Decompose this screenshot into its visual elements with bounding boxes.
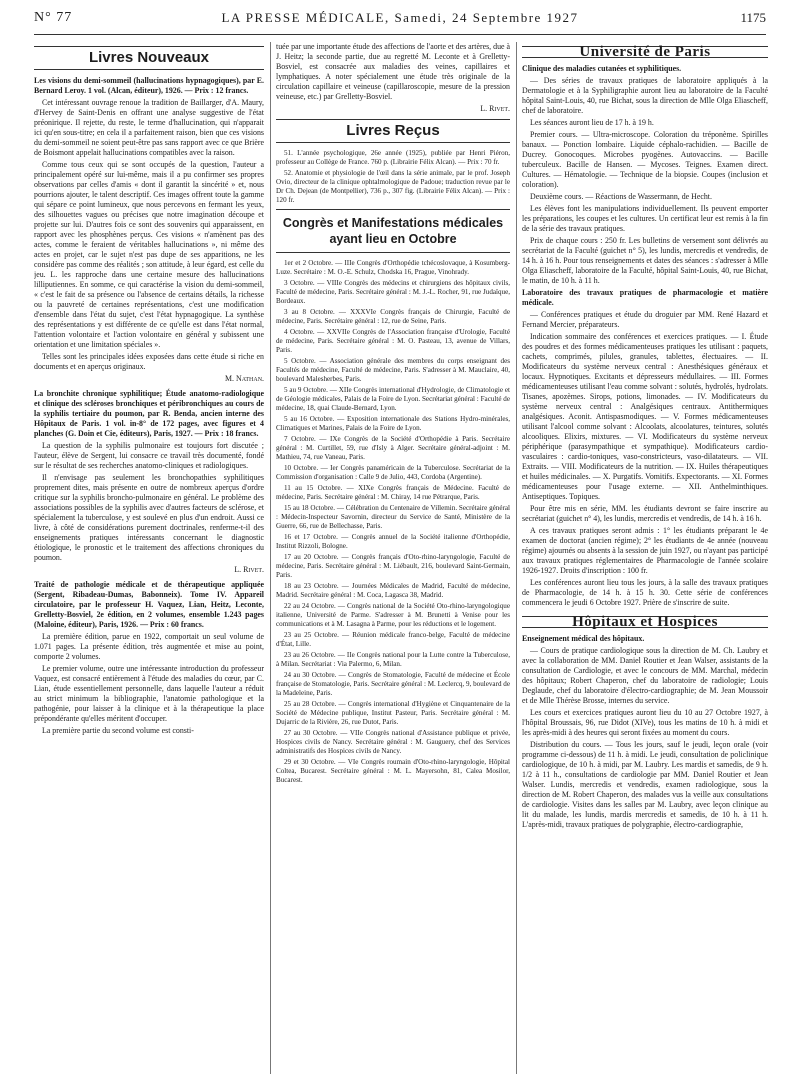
paragraph: La première partie du second volume est consti-: [42, 726, 194, 735]
paragraph: Prix de chaque cours : 250 fr. Les bulletins de versement sont délivrés au secrétariat de la Faculté (guichet n° 5), les lundis, mercredis et vendredis, de 14 h. à 16 h. Pour tous renseignements et dates des séances : s'adresser à Mlle Olga Eliascheff, laboratoire de la Faculté, hôpital Saint-Louis, 40, rue Bichat, le matin, de 10 h. à 11 h.: [522, 236, 768, 285]
paragraph: La première édition, parue en 1922, comportait un seul volume de 1.071 pages. La présente édition, très augmentée et mise au point, comporte 2 volumes.: [34, 632, 264, 661]
congress-entry: 18 au 23 Octobre. — Journées Médicales de Madrid, Faculté de médecine, Madrid. Secrétaire général : M. Coca, Lagasca 38, Madrid.: [276, 582, 510, 599]
paragraph: Il n'envisage pas seulement les bronchopathies syphilitiques proprement dites, mais présente en outre de nombreux aperçus d'ordre critique sur la syphilis broncho-pulmonaire en général. Le problème des associations possibles de la syphilis avec d'autres facteurs de sclérose, et spécialement la tuberculose, y est soulevé en plus d'un endroit. Aussi ce livre, à côté de considérations purement doctrinales, renferme-t-il des enseignements pratiques intéressants concernant le diagnostic étiologique, le pronostic et le traitement des affections chroniques du poumon.: [34, 473, 264, 562]
congress-list: [276, 259, 510, 785]
congress-entry: 16 et 17 Octobre. — Congrès annuel de la Société italienne d'Orthopédie, Institut Rizzoli, Bologne.: [276, 533, 510, 550]
section-title-hopitaux: Hôpitaux et Hospices: [522, 616, 768, 628]
paragraph: Cet intéressant ouvrage renoue la tradition de Baillarger, d'A. Maury, d'Hervey de Saint-Denis en offrant une analyse suggestive de l'état préonirique. Il rejette, du reste, le terme d'hallucination, qui n'apparait ici qu'en sous-titre; en cela il a parfaitement raison, bien que ces visions du demi-sommeil ne soient peut-être pas sans rapport avec ce que Brière de Boismont appelait hallucinations compatibles avec la raison.: [34, 98, 264, 157]
congress-entry: 5 au 16 Octobre. — Exposition internationale des Stations Hydro-minérales, Climatiques et Marines, Palais de la Foire de Lyon.: [276, 415, 510, 432]
notice-title: Laboratoire des travaux pratiques de pharmacologie et matière médicale.: [522, 288, 768, 307]
author-signature: L. Rivet.: [234, 565, 264, 574]
paragraph: Comme tous ceux qui se sont occupés de la question, l'auteur a principalement opéré sur lui-même, mais il a pu confirmer ses propres observations par celles d'amis « dont il garantit la sincérité » et, nous pourrions ajouter, le talent descriptif. Ces images offrent toute la gamme qui sépare ce point lumineux, que nous percevons en fermant les yeux, des silhouettes vagues ou précises que notre imagination découpe et projette sur lui. D'autres fois ce sont des souvenirs qui apparaissent, en rapport avec les phosphènes perçus. Ces visions « n'amènent pas des actes, comme le feraient de véritables hallucinations », ni même des actes en projet, car le sujet n'est pas dupe de ses apparitions, ne les considère pas comme des réalités ; son attitude, à leur égard, est celle du jeu. L. les rapproche dans une certaine mesure des hallucinations lilliputiennes. En somme, ce qui caractérise la vision du demi-sommeil, « c'est le fait de sa présence ou l'absence de certains détails, la richesse ou la pauvreté de certaines représentations, c'est une modification d'ensemble dans l'état du sujet, c'est l'état hypnagogique. La synthèse des représentations y est différente de ce qu'elle est dans l'état normal, l'attention volontaire et l'action volontaire en général y subissent une orientation et une limitation spéciales ».: [34, 160, 264, 349]
congress-entry: 3 au 8 Octobre. — XXXVIe Congrès français de Chirurgie, Faculté de médecine, Paris. Secrétaire général : 12, rue de Seine, Paris.: [276, 308, 510, 325]
author-signature: L. Rivet.: [480, 104, 510, 113]
author-signature: M. Nathan.: [225, 374, 264, 383]
section-title-universite: Université de Paris: [522, 46, 768, 58]
paragraph: Les séances auront lieu de 17 h. à 19 h.: [530, 118, 654, 127]
congress-entry: 1er et 2 Octobre. — IIIe Congrès d'Orthopédie tchécoslovaque, à Kosumberg-Luze. Secrétaire : M. O.-E. Schulz, Chodska 16, Prague, Vinohrady.: [276, 259, 510, 276]
congress-entry: 24 au 30 Octobre. — Congrès de Stomatologie, Faculté de médecine et École française de Stomatologie, Paris. Secrétaire général : M. Leclercq, 9, boulevard de la Madeleine, Paris.: [276, 671, 510, 697]
review-title: La bronchite chronique syphilitique; Étude anatomo-radiologique et clinique des scléroses bronchiques et péribronchiques au cours de la syphilis tertiaire du poumon, par R. Benda, ancien interne des Hôpitaux de Paris. 1 vol. in-8° de 172 pages, avec figures et 4 planches (G. Doin et Cie, éditeurs), Paris, 1927. — Prix : 18 francs.: [34, 389, 264, 438]
congress-entry: 29 et 30 Octobre. — VIe Congrès roumain d'Oto-rhino-laryngologie, Hôpital Coltea, Bucarest. Secrétaire général : M. L. Mayersohn, 81, Calea Mosilor, Bucarest.: [276, 758, 510, 784]
congress-entry: 5 Octobre. — Association générale des membres du corps enseignant des Facultés de médecine, Faculté de médecine, Paris. S'adresser à M. Mauclaire, 40, boulevard Malesherbes, Paris.: [276, 357, 510, 383]
paragraph: La question de la syphilis pulmonaire est toujours fort discutée ; l'auteur, élève de Sergent, lui consacre ce travail très documenté, fondé sur le résultat de ses recherches anatomo-cliniques et radiologiques.: [34, 441, 264, 470]
notice-title: Clinique des maladies cutanées et syphilitiques.: [522, 64, 682, 73]
review-title: Les visions du demi-sommeil (hallucinations hypnagogiques), par E. Bernard Leroy. 1 vol. (Alcan, éditeur), 1926. — Prix : 12 francs.: [34, 76, 264, 95]
paragraph: Indication sommaire des conférences et exercices pratiques. — I. Étude des poudres et des formes médicamenteuses pratiques les utilisant : paquets, cachets, comprimés, pilules, granules, tablettes, électuaires. — II. Modificateurs du système nerveux central : Anesthésiques généraux et locaux. Hypnotiques. Excitants et dépresseurs médullaires. — III. Formes médicamenteuses utilisant l'eau comme solvant : solutés, hydrolés, hydrolats. Tisanes, apozèmes. Sirops, potions, limonades. — IV. Modificateurs du système nerveux central : Analgésiques centraux. Antithermiques analgésiques. Aconit. Antispasmodiques. — V. Formes médicamenteuses utilisant l'alcool comme solvant : Alcoolats, alcoolatures, teintures, solutés alcooliques. Elixirs, mixtures. — VI. Modificateurs du système nerveux périphérique (parasympathique et sympathique). Modificateurs cardio-vasculaires : cardio-toniques, vaso-constricteurs, vaso-dilatateurs. — VII. Extraits. — VIII. Modificateurs de la nutrition. — IX. Huiles thérapeutiques et huiles médicinales. — X. Purgatifs. Vomitifs. Expectorants. — XI. Formes médicamenteuses pour l'usage externe. — XII. Anthelminthiques. Antiseptiques. Topiques.: [522, 332, 768, 501]
column-left: [34, 42, 264, 1074]
paragraph: Deuxième cours. — Réactions de Wassermann, de Hecht.: [530, 192, 712, 201]
paragraph: Les conférences auront lieu tous les jours, à la salle des travaux pratiques de Pharmacologie, de 14 h. à 15 h. 30. Cette série de conférences commencera le jeudi 6 Octobre 1927. Prière de s'inscrire de suite.: [522, 578, 768, 607]
paragraph: Pour être mis en série, MM. les étudiants devront se faire inscrire au secrétariat (guichet n° 4), les lundis, mercredis et vendredis, de 14 h. à 16 h.: [522, 504, 768, 523]
issue-number: N° 77: [34, 10, 73, 25]
congress-entry: 15 au 18 Octobre. — Célébration du Centenaire de Villemin. Secrétaire général : Médecin-Inspecteur Savornin, directeur du Service de Santé, Ministère de la Guerre, 66, rue de Bellechasse, Paris.: [276, 504, 510, 530]
column-divider: [270, 42, 271, 1074]
congress-entry: 5 au 9 Octobre. — XIIe Congrès international d'Hydrologie, de Climatologie et de Géologie médicales, Palais de la Foire de Lyon. Secrétariat général : Faculté de médecine, 18, quai Claude-Bernard, Lyon.: [276, 386, 510, 412]
page-header: [34, 8, 766, 35]
congress-entry: 3 Octobre. — VIIIe Congrès des médecins et chirurgiens des hôpitaux civils, Faculté de médecine, Paris. Secrétaire général : M. J.-L. Rocher, 91, rue Judaïque, Bordeaux.: [276, 279, 510, 305]
book-entry: 51. L'année psychologique, 26e année (1925), publiée par Henri Piéron, professeur au Collège de France. 760 p. (Librairie Félix Alcan). — Prix : 70 fr.: [276, 149, 510, 166]
congress-entry: 27 au 30 Octobre. — VIIe Congrès national d'Assistance publique et privée, Hospices civils de Nancy. Secrétaire général : M. Gauguery, chef des Services administratifs des Hospices civils de Nancy.: [276, 729, 510, 755]
congress-entry: 4 Octobre. — XXVIIe Congrès de l'Association française d'Urologie, Faculté de médecine, Paris. Secrétaire général : M. O. Pasteau, 13, avenue de Villars, Paris.: [276, 328, 510, 354]
paragraph: — Cours de pratique cardiologique sous la direction de M. Ch. Laubry et avec la collaboration de MM. Daniel Routier et Jean Walser, assistants de la consultation de Cardiologie, et avec le concours de MM. Marchal, médecin des hôpitaux; Robert Chaperon, chef du laboratoire de radiologie; Louis Deglaude, chef du laboratoire d'électro-cardiographie; de M. Jean Moussoir et de Mlle Thérèse Brosse, internes du service.: [522, 646, 768, 705]
paragraph: Distribution du cours. — Tous les jours, sauf le jeudi, leçon orale (voir programme ci-dessous) de 11 h. à midi. Le jeudi, consultation de policlinique cardiologique, de 10 h. à midi, par M. Laubry. Les mardis et samedis, de 9 h. 1/2 à 11 h., consultations de cardiologie par MM. Daniel Routier et Jean Walser. Lundis, mercredis et vendredis, examen radiologique, sous la direction de M. Robert Chaperon, des malades vus la veille aux consultations de cardiologie. Visites dans les salles par M. Laubry, avec leçon clinique au lit du malade, les lundis, mardis mercredis et samedis, de 10 h. à 11 h. L'après-midi, travaux pratiques de polygraphie, électro-cardiographie,: [522, 740, 768, 829]
notice-title: Enseignement médical des hôpitaux.: [522, 634, 645, 643]
paragraph: tuée par une importante étude des affections de l'aorte et des artères, due à J. Heitz; la seconde partie, due au regretté M. Leconte et à Grelletty-Bosviel, est consacrée aux maladies des veines, capillaires et lymphatiques. A noter spécialement une étude très originale de la circulation capillaire et veineuse (capillaroscopie, mesure de la pression veineuse, etc.) par Grelletty-Bosviel.: [276, 42, 510, 101]
paragraph: Le premier volume, outre une intéressante introduction du professeur Vaquez, est consacré entièrement à l'étude des maladies du cœur, par C. Lian, étude essentiellement personnelle, dans laquelle l'auteur a réduit au strict minimum la bibliographie, l'anatomie pathologique et la pathogénie, pour laisser à la clinique et à la thérapeutique la place prépondérante qu'elles méritent d'occuper.: [34, 664, 264, 723]
column-right: [522, 42, 768, 1074]
congress-entry: 23 au 26 Octobre. — IIe Congrès national pour la Lutte contre la Tuberculose, à Milan. Secrétariat : Via Palermo, 6, Milan.: [276, 651, 510, 668]
section-title-livres-recus: Livres Reçus: [276, 119, 510, 143]
paragraph: Premier cours. — Ultra-microscope. Coloration du tréponème. Spirilles banaux. — Ponction lombaire. Liquide céphalo-rachidien. — Bacille de Ducrey. Gonocoques. Microbes pyogènes. Autovaccins. — Bacille tuberculeux. Bacille de Hansen. — Mycoses. Teignes. Examen direct. Cultures. — Hématologie. — Technique de la biopsie. Coupes (inclusion et coloration).: [522, 130, 768, 189]
congress-entry: 10 Octobre. — Ier Congrès panaméricain de la Tuberculose. Secrétariat de la Commission d'organisation : Calle 9 de Julio, 443, Cordoba (Argentine).: [276, 464, 510, 481]
paragraph: Telles sont les principales idées exposées dans cette étude si riche en documents et en aperçus originaux.: [34, 352, 264, 371]
section-title-livres-nouveaux: Livres Nouveaux: [34, 46, 264, 70]
congress-entry: 25 au 28 Octobre. — Congrès international d'Hygiène et Cinquantenaire de la Société de Médecine publique, Institut Pasteur, Paris. Secrétaire général : M. Dujarric de la Rivière, 26, rue Dutot, Paris.: [276, 700, 510, 726]
paragraph: Les cours et exercices pratiques auront lieu du 10 au 27 Octobre 1927, à l'hôpital Broussais, 96, rue Didot (XIVe), tous les matins de 10 h. à midi et les après-midi à des heures qui seront fixées au moment du cours.: [522, 708, 768, 737]
congress-entry: 22 au 24 Octobre. — Congrès national de la Société Oto-rhino-laryngologique italienne, Université de Parme. S'adresser à M. Brunetti à Venise pour les communications et à M. Lasagna à Parme, pour les réductions et le logement.: [276, 602, 510, 628]
congress-entry: 7 Octobre. — IXe Congrès de la Société d'Orthopédie à Paris. Secrétaire général : M. Curtillet, 59, rue d'Isly à Alger. Secrétaire général-adjoint : M. Mathieu, 74, rue Vaneau, Paris.: [276, 435, 510, 461]
paragraph: Les élèves font les manipulations individuellement. Ils peuvent emporter les préparations, les coupes et les cultures. Un certificat leur est remis à la fin de la série des travaux pratiques.: [522, 204, 768, 233]
book-entry: 52. Anatomie et physiologie de l'œil dans la série animale, par le prof. Joseph Ovio, directeur de la clinique ophtalmologique de Padoue; traduction revue par le Dr Ch. Dejean (de Montpellier), 736 p., 307 fig. (Librairie Félix Alcan). — Prix : 120 fr.: [276, 169, 510, 204]
paragraph: — Conférences pratiques et étude du droguier par MM. René Hazard et Fernand Mercier, préparateurs.: [522, 310, 768, 329]
page-number: 1175: [740, 10, 766, 25]
section-title-congres: Congrès et Manifestations médicales ayant lieu en Octobre: [276, 209, 510, 253]
congress-entry: 23 au 25 Octobre. — Réunion médicale franco-belge, Faculté de médecine d'État, Lille.: [276, 631, 510, 648]
congress-entry: 11 au 15 Octobre. — XIXe Congrès français de Médecine. Faculté de médecine, Paris. Secrétaire général : M. Chiray, 14 rue Pétrarque, Paris.: [276, 484, 510, 501]
congress-entry: 17 au 20 Octobre. — Congrès français d'Oto-rhino-laryngologie, Faculté de médecine, Paris. Secrétaire général : M. Liébault, 216, boulevard Saint-Germain, Paris.: [276, 553, 510, 579]
paragraph: — Des séries de travaux pratiques de laboratoire appliqués à la Dermatologie et à la Syphiligraphie auront lieu au laboratoire de la Faculté hôpital Saint-Louis, 40, rue Bichat, sous la direction de Mlle Olga Eliascheff, chef de laboratoire.: [522, 76, 768, 115]
column-middle: [276, 42, 510, 1074]
journal-title: LA PRESSE MÉDICALE, Samedi, 24 Septembre 1927: [221, 10, 579, 25]
column-divider: [516, 42, 517, 1074]
review-title: Traité de pathologie médicale et de thérapeutique appliquée (Sergent, Ribadeau-Dumas, Babonneix). Tome IV. Appareil circulatoire, par le professeur H. Vaquez, Lian, Heitz, Leconte, Grelletty-Bosviel, 2e édition, en 2 volumes, ensemble 1.243 pages (Maloine, éditeur), Paris, 1926. — Prix : 60 francs.: [34, 580, 264, 629]
paragraph: A ces travaux pratiques seront admis : 1° les étudiants préparant le 4e examen de doctorat (ancien régime); 2° les étudiants de 4e année (nouveau régime) ajournés ou absents à la session de juin 1927, ou n'ayant pas participé aux travaux pratiques réglementaires de Pharmacologie de l'année scolaire 1926-1927. Droits d'inscription : 100 fr.: [522, 526, 768, 575]
